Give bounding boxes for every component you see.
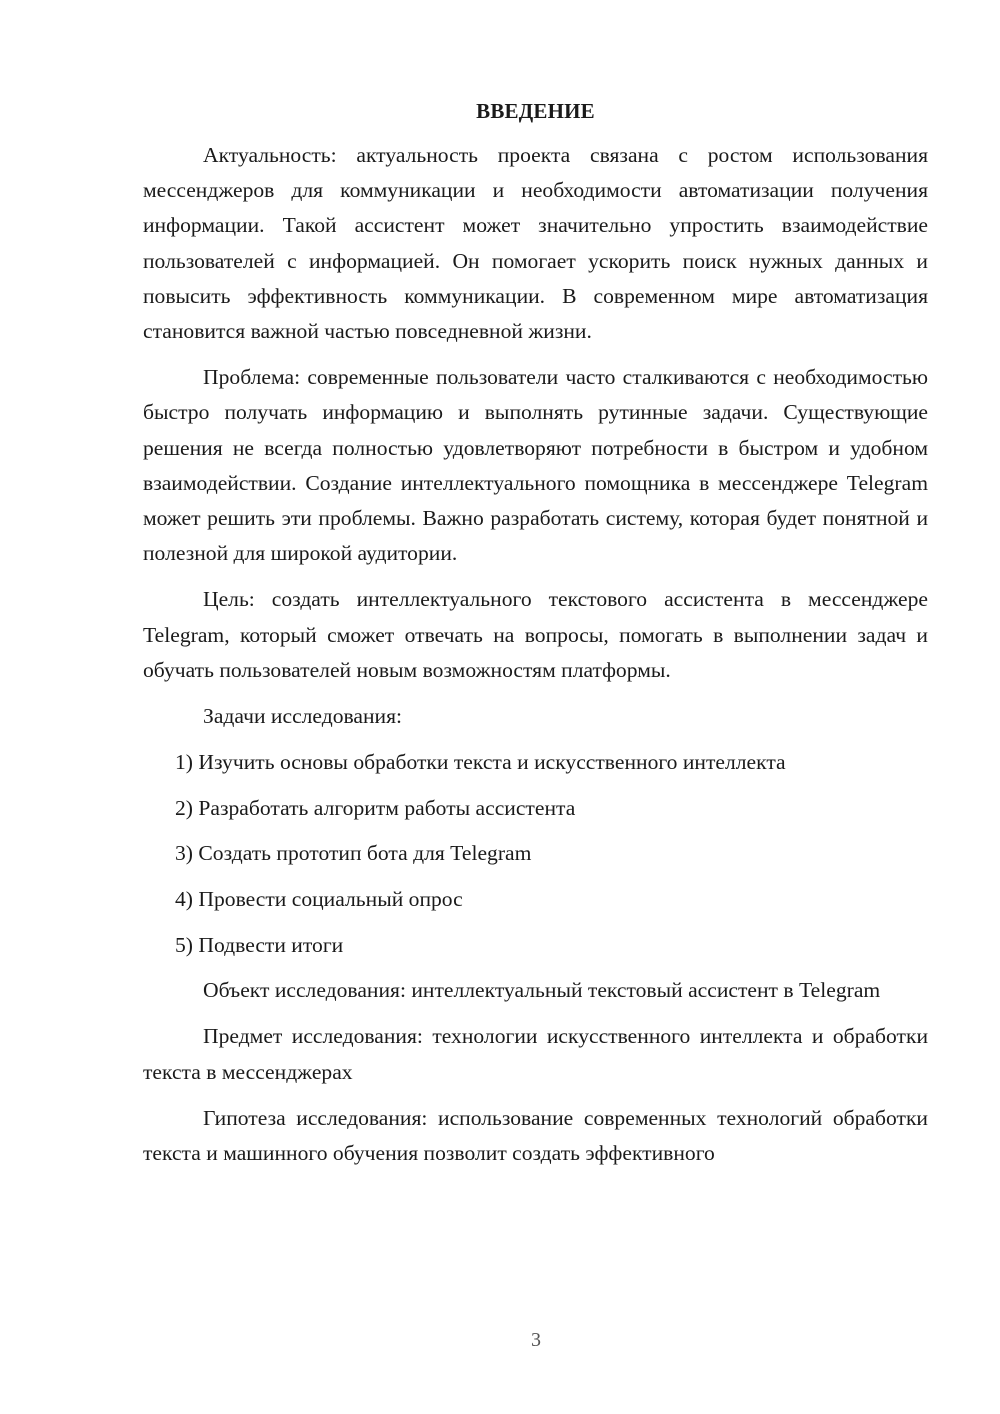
- tasks-list: [143, 745, 928, 963]
- paragraph-goal: Цель: создать интеллектуального текстового ассистента в мессенджере Telegram, который сможет отвечать на вопросы, помогать в выполнении задач и обучать пользователей новым возможностям платформы.: [143, 587, 928, 682]
- paragraph-relevance: Актуальность: актуальность проекта связана с ростом использования мессенджеров для коммуникации и необходимости автоматизации получения информации. Такой ассистент может значительно упростить взаимодействие пользователей с информацией. Он помогает ускорить поиск нужных данных и повысить эффективность коммуникации. В современном мире автоматизация становится важной частью повседневной жизни.: [143, 143, 928, 344]
- paragraph-subject: Предмет исследования: технологии искусственного интеллекта и обработки текста в мессенджерах: [143, 1024, 928, 1084]
- list-item: 2) Разработать алгоритм работы ассистента: [175, 795, 576, 820]
- list-item: 5) Подвести итоги: [175, 932, 344, 957]
- paragraph-object: Объект исследования: интеллектуальный текстовый ассистент в Telegram: [203, 978, 881, 1003]
- section-title: ВВЕДЕНИЕ: [476, 99, 595, 123]
- page-content: [143, 96, 928, 1182]
- list-item: 4) Провести социальный опрос: [175, 887, 463, 912]
- tasks-heading: Задачи исследования:: [203, 704, 403, 729]
- list-item: 1) Изучить основы обработки текста и искусственного интеллекта: [175, 750, 786, 775]
- paragraph-problem: Проблема: современные пользователи часто сталкиваются с необходимостью быстро получать информацию и выполнять рутинные задачи. Существующие решения не всегда полностью удовлетворяют потребности в быстром и удобном взаимодействии. Создание интеллектуального помощника в мессенджере Telegram может решить эти проблемы. Важно разработать систему, которая будет понятной и полезной для широкой аудитории.: [143, 365, 928, 566]
- list-item: 3) Создать прототип бота для Telegram: [175, 841, 532, 866]
- paragraph-hypothesis: Гипотеза исследования: использование современных технологий обработки текста и машинного обучения позволит создать эффективного: [143, 1105, 928, 1166]
- page-number: 3: [531, 1329, 541, 1351]
